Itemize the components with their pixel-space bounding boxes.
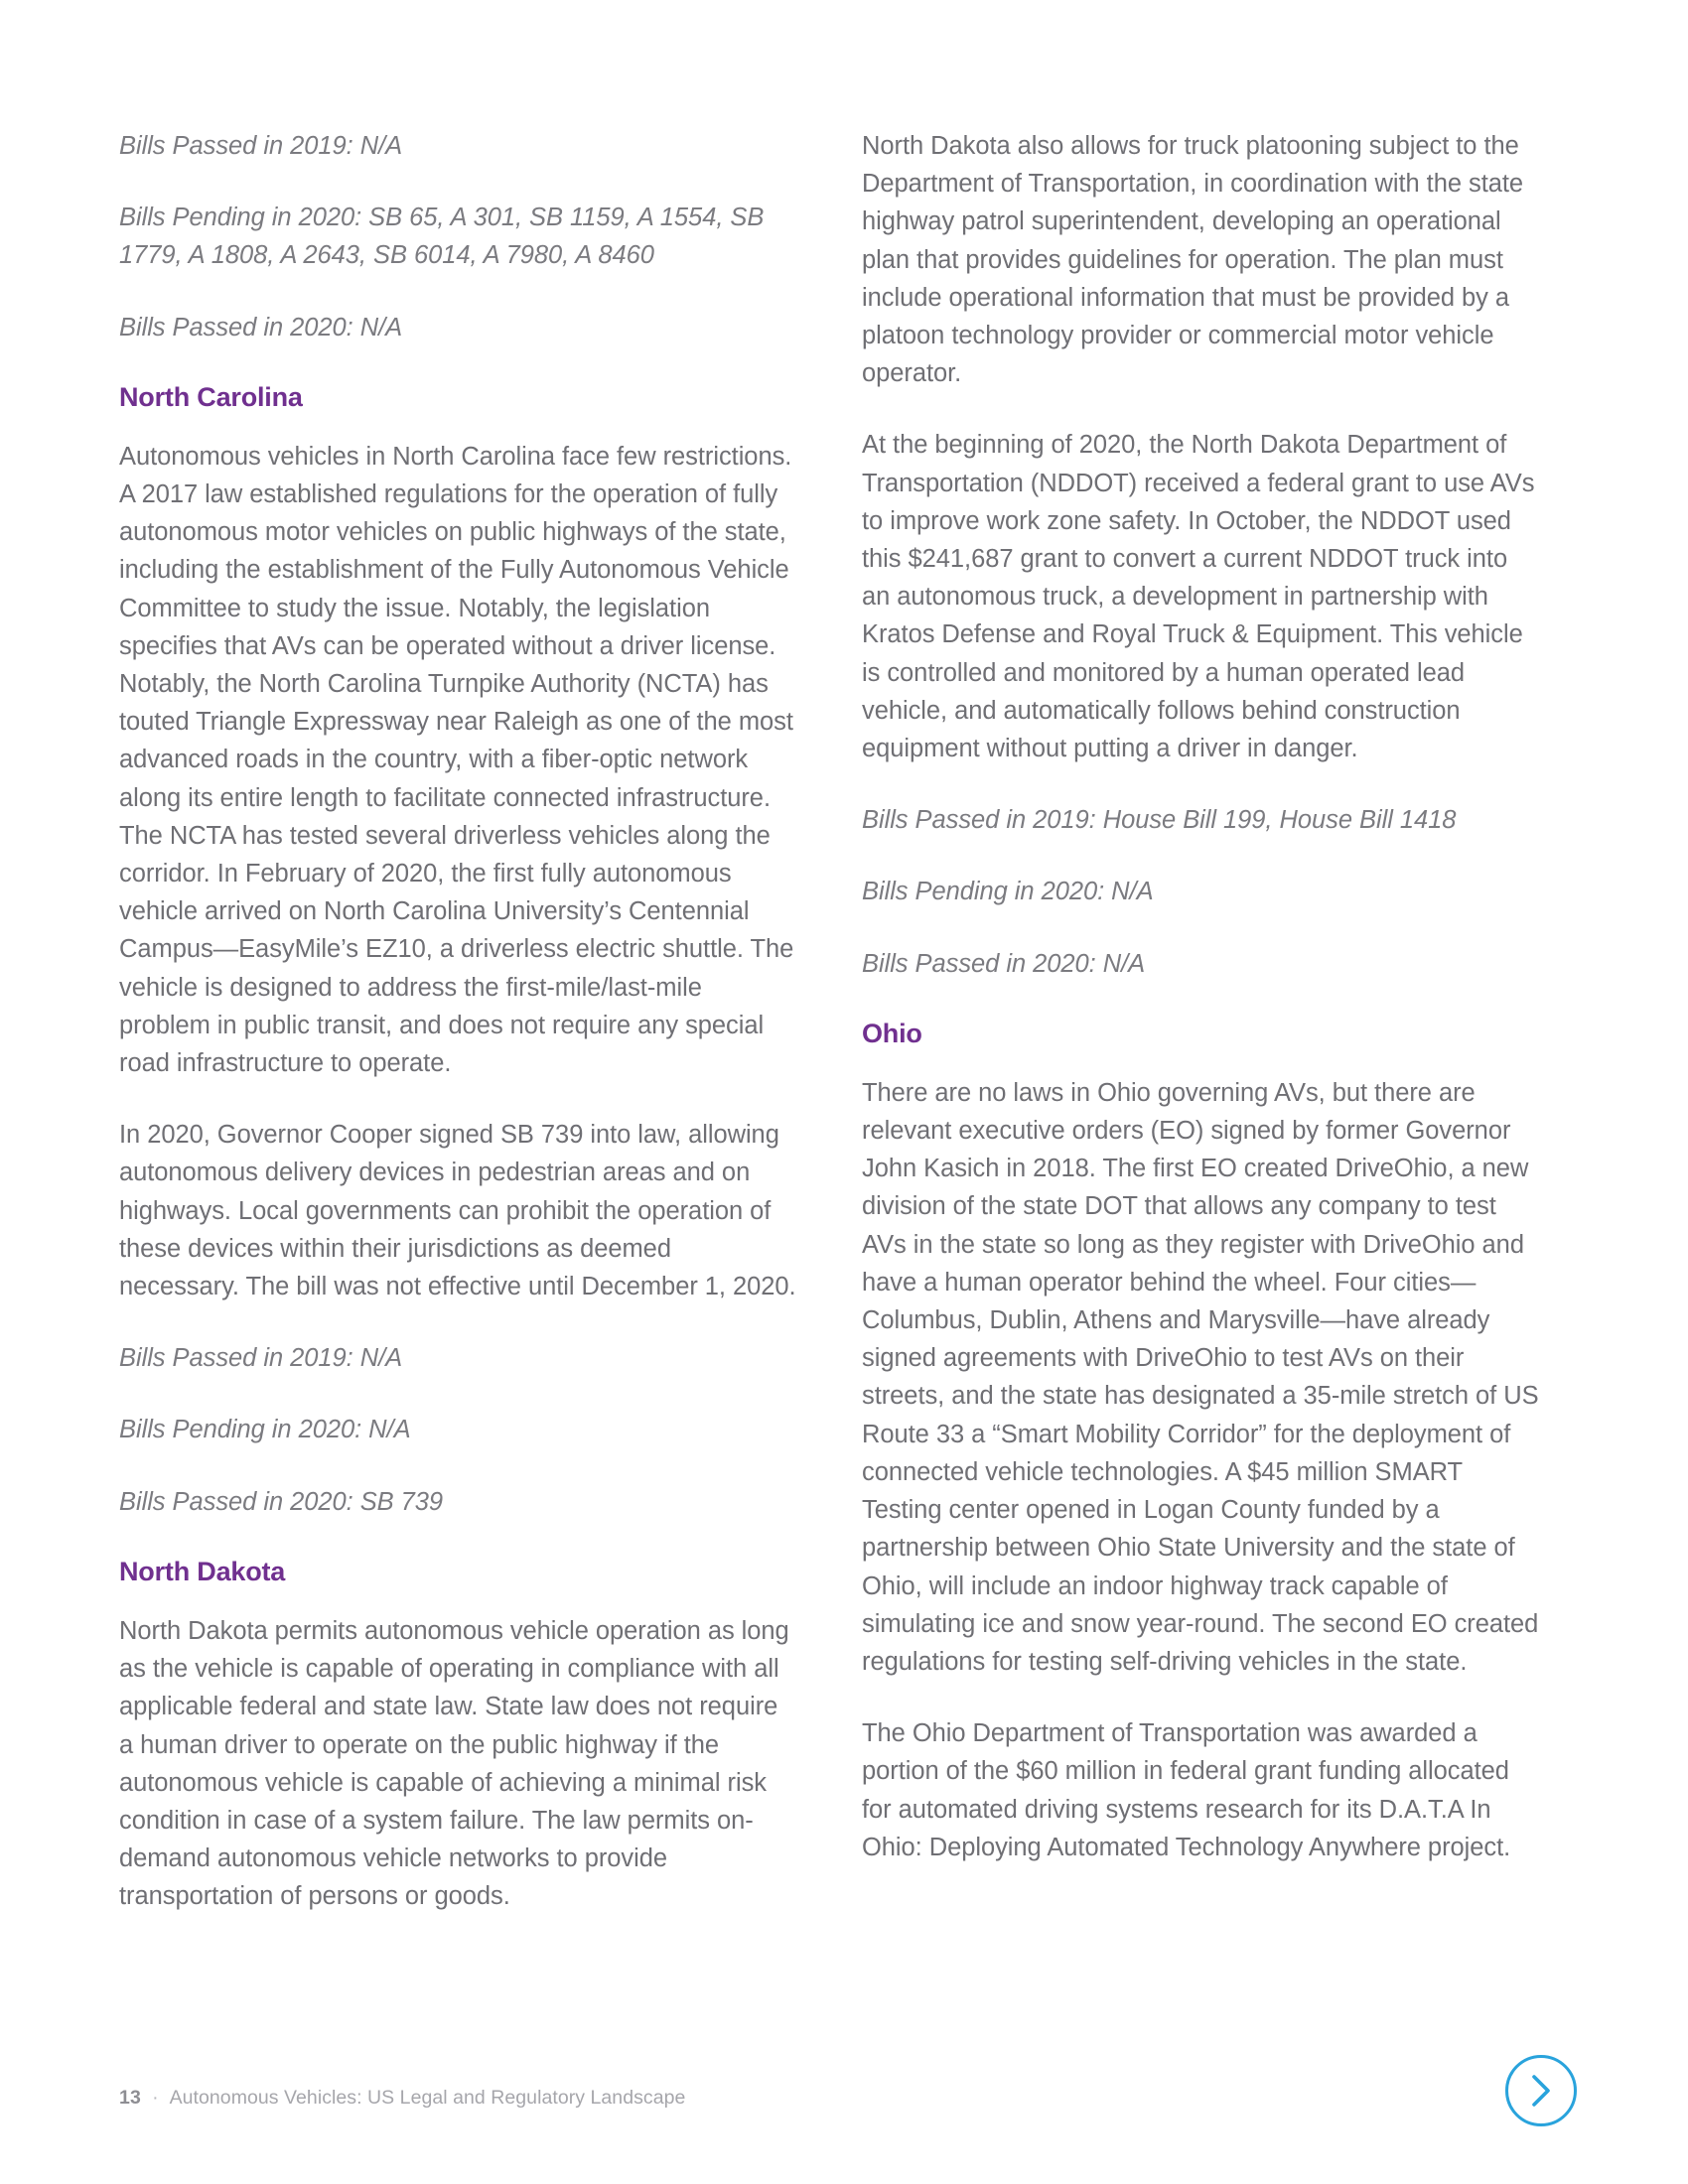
section-heading-north-dakota: North Dakota xyxy=(119,1556,286,1586)
section-heading-ohio: Ohio xyxy=(862,1018,922,1048)
paragraph-ohio-executive-orders: There are no laws in Ohio governing AVs, but there are relevant executive orders (EO) signed by former Governor John Kasich in 2018. The first EO created DriveOhio, a new division of the state DOT that allows any company to test AVs in the state so long as they register with DriveOhio and have a human operator behind the wheel. Four cities—Columbus, Dublin, Athens and Marysville—have already signed agreements with DriveOhio to test AVs on their streets, and the state has designated a 35-mile stretch of US Route 33 a “Smart Mobility Corridor” for the deployment of connected vehicle technologies. A $45 million SMART Testing center opened in Logan County funded by a partnership between Ohio State University and the state of Ohio, will include an indoor highway track capable of simulating ice and snow year-round. The second EO created regulations for testing self-driving vehicles in the state. xyxy=(862,1078,1539,1676)
paragraph-north-carolina-overview: Autonomous vehicles in North Carolina face few restrictions. A 2017 law established regulations for the operation of fully autonomous motor vehicles on public highways of the state, including the establishment of the Fully Autonomous Vehicle Committee to study the issue. Notably, the legislation specifies that AVs can be operated without a driver license. Notably, the North Carolina Turnpike Authority (NCTA) has touted Triangle Expressway near Raleigh as one of the most advanced roads in the country, with a fiber-optic network along its entire length to facilitate connected infrastructure. The NCTA has tested several driverless vehicles along the corridor. In February of 2020, the first fully autonomous vehicle arrived on North Carolina University’s Centennial Campus—EasyMile’s EZ10, a driverless electric shuttle. The vehicle is designed to address the first-mile/last-mile problem in public transit, and does not require any special road infrastructure to operate. xyxy=(119,442,794,1078)
nc-bills-passed-2020-line: Bills Passed in 2020: SB 739 xyxy=(119,1487,444,1516)
page-footer xyxy=(119,2087,685,2110)
footer-document-title: Autonomous Vehicles: US Legal and Regulatory Landscape xyxy=(169,2087,686,2109)
bills-passed-2020-line: Bills Passed in 2020: N/A xyxy=(119,313,403,341)
left-column xyxy=(119,127,797,1950)
next-page-button[interactable] xyxy=(1505,2055,1577,2126)
nd-bills-passed-2020-line: Bills Passed in 2020: N/A xyxy=(862,949,1146,978)
nd-bills-pending-2020-line: Bills Pending in 2020: N/A xyxy=(862,878,1154,906)
footer-separator-dot: · xyxy=(152,2087,159,2109)
footer-page-number: 13 xyxy=(119,2087,142,2109)
nc-bills-passed-2019-line: Bills Passed in 2019: N/A xyxy=(119,1344,403,1373)
paragraph-north-dakota-platooning: North Dakota also allows for truck platooning subject to the Department of Transportation, in coordination with the state highway patrol superintendent, developing an operational plan that provides guidelines for operation. The plan must include operational information that must be provided by a platoon technology provider or commercial motor vehicle operator. xyxy=(862,132,1524,388)
bills-pending-2020-line: Bills Pending in 2020: SB 65, A 301, SB 1159, A 1554, SB 1779, A 1808, A 2643, SB 6014, A 7980, A 8460 xyxy=(119,204,765,270)
two-column-content xyxy=(119,127,1541,1950)
paragraph-nddot-grant: At the beginning of 2020, the North Dakota Department of Transportation (NDDOT) received a federal grant to use AVs to improve work zone safety. In October, the NDDOT used this $241,687 grant to convert a current NDDOT truck into an autonomous truck, a development in partnership with Kratos Defense and Royal Truck & Equipment. This vehicle is controlled and monitored by a human operated lead vehicle, and automatically follows behind construction equipment without putting a driver in danger. xyxy=(862,431,1535,763)
right-column xyxy=(862,127,1540,1900)
chevron-right-icon xyxy=(1528,2074,1554,2108)
section-heading-north-carolina: North Carolina xyxy=(119,381,303,412)
paragraph-ohio-odot-grant: The Ohio Department of Transportation was awarded a portion of the $60 million in federal grant funding allocated for automated driving systems research for its D.A.T.A In Ohio: Deploying Automated Technology Anywhere project. xyxy=(862,1719,1511,1861)
paragraph-north-dakota-overview: North Dakota permits autonomous vehicle operation as long as the vehicle is capable of operating in compliance with all applicable federal and state law. State law does not require a human driver to operate on the public highway if the autonomous vehicle is capable of achieving a minimal risk condition in case of a system failure. The law permits on-demand autonomous vehicle networks to provide transportation of persons or goods. xyxy=(119,1616,789,1911)
nc-bills-pending-2020-line: Bills Pending in 2020: N/A xyxy=(119,1416,411,1444)
nd-bills-passed-2019-line: Bills Passed in 2019: House Bill 199, House Bill 1418 xyxy=(862,806,1457,835)
bills-passed-2019-line: Bills Passed in 2019: N/A xyxy=(119,132,403,160)
paragraph-north-carolina-sb739: In 2020, Governor Cooper signed SB 739 into law, allowing autonomous delivery devices in pedestrian areas and on highways. Local governments can prohibit the operation of these devices within their jurisdictions as deemed necessary. The bill was not effective until December 1, 2020. xyxy=(119,1121,796,1301)
